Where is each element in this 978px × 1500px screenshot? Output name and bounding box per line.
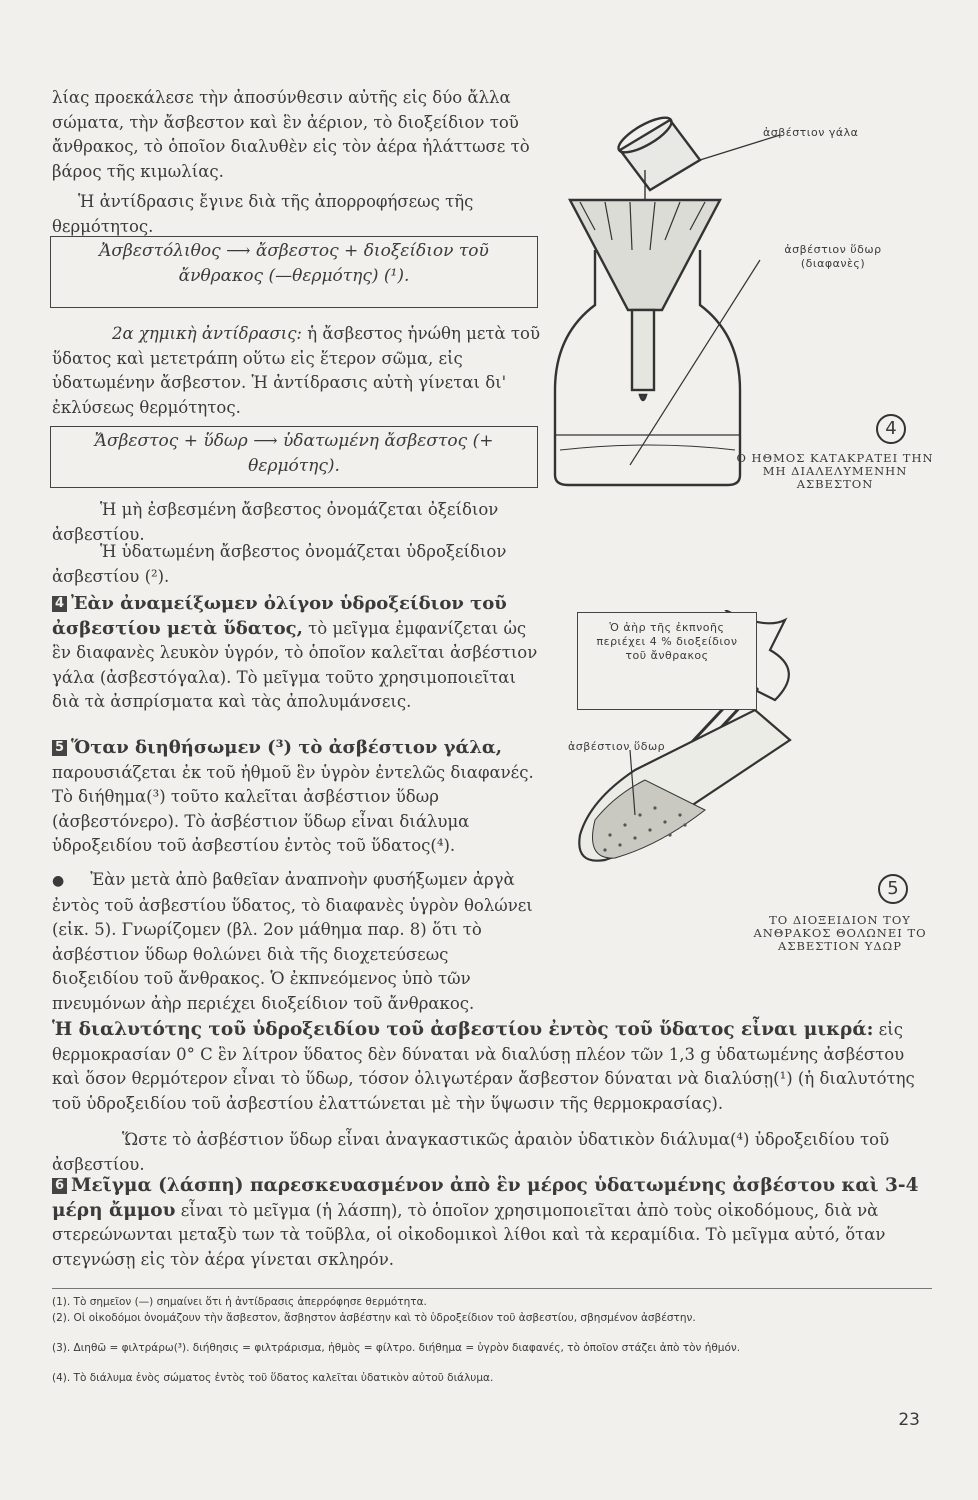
solubility-heading: Ἡ διαλυτότης τοῦ ὑδροξειδίου τοῦ ἀσβεστίου ἐντὸς τοῦ ὕδατος εἶναι μικρά: [52, 1019, 874, 1040]
section-4-text: τὸ μεῖγμα ἐμφανίζεται ὡς ἓν διαφανὲς λευκὸν ὑγρόν, τὸ ὁποῖον καλεῖται ἀσβέστιον γάλα (ἀσβεστόγαλα). Τὸ μεῖγμα τοῦτο χρησιμοποιεῖται διὰ τὰ ἀσπρίσματα καὶ τὰς ἀπολυμάνσεις. [52, 618, 538, 711]
footnote-divider [52, 1288, 932, 1289]
footnote-2: (2). Οἱ οἰκοδόμοι ὀνομάζουν τὴν ἄσβεστον, ἄσβηστον ἀσβέστην καὶ τὸ ὑδροξείδιον τοῦ ἀσβεστίου, σβησμένον ἀσβέστην. [52, 1312, 696, 1324]
paragraph-second-reaction [52, 322, 540, 420]
bullet-icon: ● [52, 873, 65, 889]
section-5-text: παρουσιάζεται ἐκ τοῦ ἠθμοῦ ἓν ὑγρὸν ἐντελῶς διαφανές. Τὸ διήθημα(³) τοῦτο καλεῖται ἀσβέστιον ὕδωρ (ἀσβεστόνερο). Τὸ ἀσβέστιον ὕδωρ εἶναι διάλυμα ὑδροξειδίου τοῦ ἀσβεστίου ἐντὸς τοῦ ὕδατος(⁴). [52, 762, 534, 855]
section-6-text: εἶναι τὸ μεῖγμα (ἡ λάσπη), τὸ ὁποῖον χρησιμοποιεῖται ἀπὸ τοὺς οἰκοδόμους, διὰ νὰ στερεώνωνται μεταξὺ των τὰ τοῦβλα, οἱ οἰκοδομικοὶ λίθοι καὶ τὰ κεραμίδια. Τὸ μεῖγμα αὐτό, ὅταν στεγνώσῃ εἰς τὸν ἀέρα γίνεται σκληρόν. [52, 1200, 886, 1269]
figure-5-number: 5 [878, 874, 908, 904]
footnote-1: (1). Τὸ σημεῖον (—) σημαίνει ὅτι ἡ ἀντίδρασις ἀπερρόφησε θερμότητα. [52, 1296, 427, 1308]
figure-4-number: 4 [876, 414, 906, 444]
figure-5-callout-box [577, 612, 757, 710]
section-6-heading: Μεῖγμα (λάσπη) παρεσκευασμένον ἀπὸ ἓν μέρος ὑδατωμένης ἀσβέστου καὶ 3-4 μέρη ἄμμου [52, 1175, 919, 1221]
paragraph-reaction-heat: Ἡ ἀντίδρασις ἔγινε διὰ τῆς ἀπορροφήσεως τῆς θερμότητος. [52, 192, 474, 236]
figure-5-label-water: ἀσβέστιον ὕδωρ [568, 740, 666, 753]
reaction-box-1 [50, 236, 538, 308]
figure-4-label-water: ἀσβέστιον ὕδωρ (διαφανὲς) [784, 243, 882, 270]
section-4-heading: Ἐὰν ἀναμείξωμεν ὀλίγον ὑδροξείδιον τοῦ ἀσβεστίου μετὰ ὕδατος, [52, 593, 507, 639]
page-number: 23 [898, 1410, 920, 1430]
section-4-number: 4 [52, 596, 67, 612]
bullet-paragraph [52, 868, 540, 1016]
figure-4-label-milk: ἀσβέστιον γάλα [763, 126, 859, 139]
solubility-text: εἰς θερμοκρασίαν 0° C ἓν λίτρον ὕδατος δὲν δύναται νὰ διαλύσῃ πλέον τῶν 1,3 g ὑδατωμένης ἀσβέστου καὶ ὅσον θερμότερον εἶναι τὸ ὕδωρ, τόσον ὀλιγωτέραν ἄσβεστον δύναται νὰ διαλύσῃ(¹) (ἡ διαλυτότης τοῦ ὑδροξειδίου τοῦ ἀσβεστίου ἐλαττώνεται μὲ τὴν ὕψωσιν τῆς θερμοκρασίας). [52, 1020, 915, 1113]
paragraph-slaked-lime: Ἡ ὑδατωμένη ἄσβεστος ὀνομάζεται ὑδροξείδιον ἀσβεστίου (²). [52, 542, 507, 586]
reaction-box-2 [50, 426, 538, 488]
reaction-2-text: Ἄσβεστος + ὕδωρ ⟶ ὑδατωμένη ἄσβεστος (+ θερμότης). [94, 431, 494, 476]
therefore-paragraph: Ὥστε τὸ ἀσβέστιον ὕδωρ εἶναι ἀναγκαστικῶς ἀραιὸν ὑδατικὸν διάλυμα(⁴) ὑδροξειδίου τοῦ ἀσβεστίου. [52, 1130, 890, 1174]
reaction-1-text: Ἀσβεστόλιθος ⟶ ἄσβεστος + διοξείδιον τοῦ ἄνθρακος (—θερμότης) (¹). [99, 241, 489, 286]
section-5-heading: Ὅταν διηθήσωμεν (³) τὸ ἀσβέστιον γάλα, [71, 737, 503, 758]
second-reaction-text: ἡ ἄσβεστος ἡνώθη μετὰ τοῦ ὕδατος καὶ μετετράπη οὕτω εἰς ἕτερον σῶμα, εἰς ὑδατωμένην ἄσβεστον. Ἡ ἀντίδρασις αὐτὴ γίνεται δι' ἐκλύσεως θερμότητος. [52, 324, 540, 417]
solubility-paragraph [52, 1018, 932, 1116]
section-6 [52, 1174, 932, 1272]
footnote-3: (3). Διηθῶ = φιλτράρω(³). διήθησις = φιλτράρισμα, ἠθμὸς = φίλτρο. διήθημα = ὑγρὸν διαφανές, τὸ ὁποῖον στάζει ἀπὸ τὸν ἠθμόν. [52, 1342, 741, 1354]
footnote-4: (4). Τὸ διάλυμα ἑνὸς σώματος ἐντὸς τοῦ ὕδατος καλεῖται ὑδατικὸν αὐτοῦ διάλυμα. [52, 1372, 494, 1384]
figure-5-caption: ΤΟ ΔΙΟΞΕΙΔΙΟΝ ΤΟΥ ΑΝΘΡΑΚΟΣ ΘΟΛΩΝΕΙ ΤΟ ΑΣΒΕΣΤΙΟΝ ΥΔΩΡ [753, 913, 927, 953]
figure-5-callout-text: Ὁ ἀὴρ τῆς ἐκπνοῆς περιέχει 4 % διοξείδιον τοῦ ἄνθρακος [596, 621, 738, 662]
figure-4-filter-illustration [550, 90, 970, 510]
second-reaction-title: 2α χημικὴ ἀντίδρασις: [112, 324, 302, 343]
figure-4-caption: Ο ΗΘΜΟΣ ΚΑΤΑΚΡΑΤΕΙ ΤΗΝ ΜΗ ΔΙΑΛΕΛΥΜΕΝΗΝ ΑΣΒΕΣΤΟΝ [736, 451, 934, 491]
bullet-text: Ἐὰν μετὰ ἀπὸ βαθεῖαν ἀναπνοὴν φυσήξωμεν ἀργὰ ἐντὸς τοῦ ἀσβεστίου ὕδατος, τὸ διαφανὲς ὑγρὸν θολώνει (εἰκ. 5). Γνωρίζομεν (βλ. 2ον μάθημα παρ. 8) ὅτι τὸ ἀσβέστιον ὕδωρ θολώνει διὰ τῆς διοχετεύσεως διοξειδίου τοῦ ἄνθρακος. Ὁ ἐκπνεόμενος ὑπὸ τῶν πνευμόνων ἀὴρ περιέχει διοξείδιον τοῦ ἄνθρακος. [52, 870, 533, 1013]
paragraph-intro: λίας προεκάλεσε τὴν ἀποσύνθεσιν αὐτῆς εἰς δύο ἄλλα σώματα, τὴν ἄσβεστον καὶ ἓν ἀέριον, τὸ διοξείδιον τοῦ ἄνθρακος, τὸ ὁποῖον διαλυθὲν εἰς τὸν ἀέρα ἠλάττωσε τὸ βάρος τῆς κιμωλίας. [52, 88, 530, 181]
section-5-number: 5 [52, 740, 67, 756]
section-5 [52, 736, 540, 859]
paragraph-quicklime: Ἡ μὴ ἐσβεσμένη ἄσβεστος ὀνομάζεται ὀξείδιον ἀσβεστίου. [52, 500, 499, 544]
section-6-number: 6 [52, 1178, 67, 1194]
section-4 [52, 592, 540, 715]
